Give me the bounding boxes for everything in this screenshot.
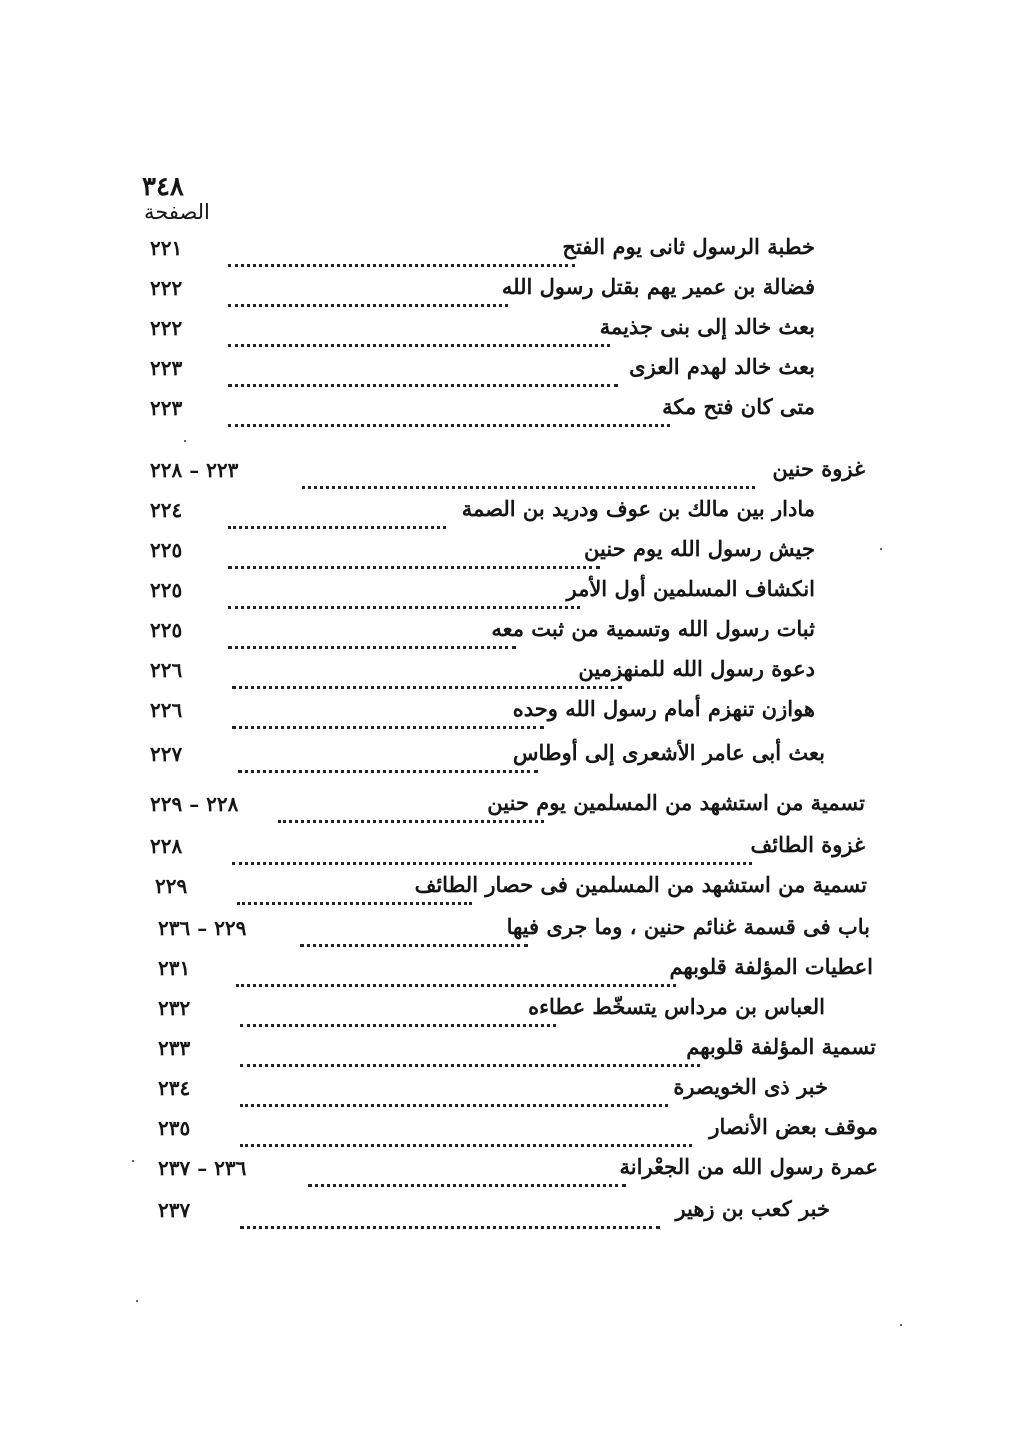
entry-page: ٢٢٢ (150, 316, 183, 340)
toc-entry (150, 274, 815, 314)
entry-page: ٢٢٣ (150, 396, 183, 420)
toc-entry (158, 1114, 878, 1154)
entry-title: تسمية من استشهد من المسلمين يوم حنين (487, 790, 865, 815)
leader-dots (240, 1124, 692, 1147)
page-number: ٣٤٨ (142, 172, 184, 202)
leader-dots (302, 466, 755, 489)
toc-entry (158, 994, 825, 1034)
leader-dots (238, 750, 538, 773)
entry-page: ٢٢٦ (150, 698, 183, 722)
entry-page: ٢٢٣ (150, 356, 183, 380)
entry-title: خبر كعب بن زهير (675, 1196, 830, 1221)
leader-dots (232, 706, 544, 729)
entry-title: تسمية المؤلفة قلوبهم (686, 1034, 876, 1059)
toc-entry (150, 394, 815, 434)
entry-page: ٢٢٢ (150, 276, 183, 300)
leader-dots (228, 404, 670, 427)
scan-speck (900, 1324, 902, 1326)
column-header-page: الصفحة (144, 200, 210, 224)
entry-page: ٢٢٩ (155, 874, 188, 898)
entry-title: انكشاف المسلمين أول الأمر (566, 576, 815, 601)
entry-page: ٢٢٨ (150, 834, 183, 858)
scan-speck (132, 1160, 134, 1162)
entry-title: عمرة رسول الله من الجعْرانة (619, 1154, 878, 1179)
toc-entry (158, 914, 870, 954)
toc-entry (150, 740, 825, 780)
entry-title: مادار بين مالك بن عوف ودريد بن الصمة (461, 496, 815, 521)
toc-entry (150, 832, 865, 872)
toc-entry (150, 456, 865, 496)
leader-dots (228, 506, 446, 529)
toc-entry (158, 1034, 876, 1074)
entry-title: جيش رسول الله يوم حنين (584, 536, 815, 561)
scan-speck (136, 1300, 138, 1302)
entry-page: ٢٢٣ – ٢٢٨ (150, 458, 239, 482)
leader-dots (228, 586, 580, 609)
leader-dots (228, 324, 610, 347)
entry-title: باب فى قسمة غنائم حنين ، وما جرى فيها (506, 914, 870, 939)
toc-entry (150, 314, 815, 354)
entry-title: فضالة بن عمير يهم بقتل رسول الله (501, 274, 815, 299)
toc-entry (150, 576, 815, 616)
entry-title: بعث خالد لهدم العزى (629, 354, 815, 379)
entry-title: متى كان فتح مكة (662, 394, 815, 419)
leader-dots (240, 1084, 668, 1107)
entry-page: ٢٣١ (158, 956, 191, 980)
entry-title: موقف بعض الأنصار (709, 1114, 878, 1139)
entry-page: ٢٢٥ (150, 618, 183, 642)
entry-page: ٢٣٤ (158, 1076, 191, 1100)
entry-title: دعوة رسول الله للمنهزمين (578, 656, 815, 681)
entry-page: ٢٢٨ – ٢٢٩ (150, 792, 239, 816)
leader-dots (240, 1044, 700, 1067)
entry-page: ٢٢٤ (150, 498, 183, 522)
toc-entry (158, 1196, 830, 1236)
leader-dots (308, 1164, 626, 1187)
entry-title: خطبة الرسول ثانى يوم الفتح (562, 234, 815, 259)
entry-title: العباس بن مرداس يتسخّط عطاءه (528, 994, 825, 1019)
leader-dots (228, 364, 618, 387)
leader-dots (232, 842, 752, 865)
entry-page: ٢٢٧ (150, 742, 183, 766)
toc-entry (158, 1154, 878, 1194)
entry-title: غزوة الطائف (750, 832, 865, 857)
toc-entry (150, 616, 815, 656)
leader-dots (240, 1004, 556, 1027)
entry-page: ٢٣٧ (158, 1198, 191, 1222)
entry-title: اعطيات المؤلفة قلوبهم (669, 954, 873, 979)
toc-entry (150, 656, 815, 696)
leader-dots (300, 924, 528, 947)
entry-page: ٢٣٥ (158, 1116, 191, 1140)
toc-entry (158, 954, 873, 994)
entry-title: غزوة حنين (772, 456, 865, 481)
leader-dots (228, 626, 516, 649)
entry-page: ٢٣٣ (158, 1036, 191, 1060)
entry-page: ٢٢٥ (150, 578, 183, 602)
toc-entry (150, 354, 815, 394)
leader-dots (228, 546, 600, 569)
entry-title: خبر ذى الخويصرة (673, 1074, 828, 1099)
leader-dots (228, 244, 575, 267)
toc-entry (158, 1074, 828, 1114)
scan-speck (880, 548, 882, 550)
entry-page: ٢٢١ (150, 236, 183, 260)
entry-title: تسمية من استشهد من المسلمين فى حصار الطائف (414, 872, 867, 897)
leader-dots (228, 284, 508, 307)
leader-dots (237, 882, 472, 905)
toc-entry (150, 496, 815, 536)
toc-entry (150, 790, 865, 830)
entry-page: ٢٢٦ (150, 658, 183, 682)
leader-dots (240, 1206, 660, 1229)
leader-dots (278, 800, 544, 823)
leader-dots (232, 666, 622, 689)
scan-speck (184, 440, 186, 442)
entry-title: ثبات رسول الله وتسمية من ثبت معه (491, 616, 815, 641)
entry-title: بعث أبى عامر الأشعرى إلى أوطاس (512, 740, 825, 765)
leader-dots (236, 964, 676, 987)
toc-entry (150, 234, 815, 274)
entry-page: ٢٣٦ – ٢٣٧ (158, 1156, 247, 1180)
entry-page: ٢٣٢ (158, 996, 191, 1020)
entry-title: بعث خالد إلى بنى جذيمة (599, 314, 815, 339)
entry-title: هوازن تنهزم أمام رسول الله وحده (512, 696, 815, 721)
toc-entry (155, 872, 867, 912)
toc-entry (150, 696, 815, 736)
toc-entry (150, 536, 815, 576)
entry-page: ٢٢٥ (150, 538, 183, 562)
entry-page: ٢٢٩ – ٢٣٦ (158, 916, 247, 940)
